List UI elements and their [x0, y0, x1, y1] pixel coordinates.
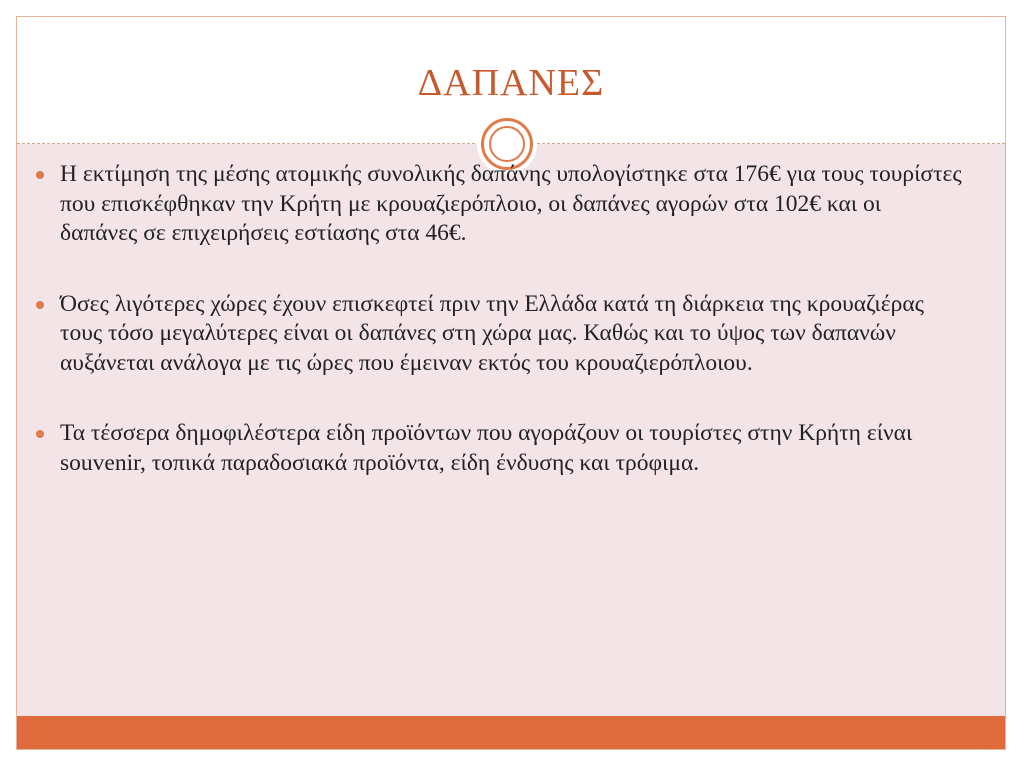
- bullet-dot-icon: [36, 171, 44, 179]
- bullet-text: Όσες λιγότερες χώρες έχουν επισκεφτεί πριν την Ελλάδα κατά τη διάρκεια της κρουαζιέρας τους τόσο μεγαλύτερες είναι οι δαπάνες στη χώρα μας. Καθώς και το ύψος των δαπανών αυξάνεται ανάλογα με τις ώρες που έμειναν εκτός του κρουαζιερόπλοιου.: [60, 290, 924, 376]
- bullet-text: Τα τέσσερα δημοφιλέστερα είδη προϊόντων που αγοράζουν οι τουρίστες στην Κρήτη είναι souvenir, τοπικά παραδοσιακά προϊόντα, είδη ένδυσης και τρόφιμα.: [60, 420, 913, 476]
- bullet-item: [34, 290, 964, 379]
- bullet-dot-icon: [36, 301, 44, 309]
- slide-title: ΔΑΠΑΝΕΣ: [417, 62, 605, 104]
- bullet-list: [34, 160, 964, 519]
- bottom-bar: [17, 716, 1005, 750]
- bullet-dot-icon: [36, 430, 44, 438]
- bullet-text: Η εκτίμηση της μέσης ατομικής συνολικής δαπάνης υπολογίστηκε στα 176€ για τους τουρίστες που επισκέφθηκαν την Κρήτη με κρουαζιερόπλοιο, οι δαπάνες αγορών στα 102€ και οι δαπάνες σε επιχειρήσεις εστίασης στα 46€.: [60, 161, 962, 246]
- bullet-item: [34, 419, 964, 478]
- ornament-inner-ring: [489, 126, 525, 162]
- bullet-item: [34, 160, 964, 249]
